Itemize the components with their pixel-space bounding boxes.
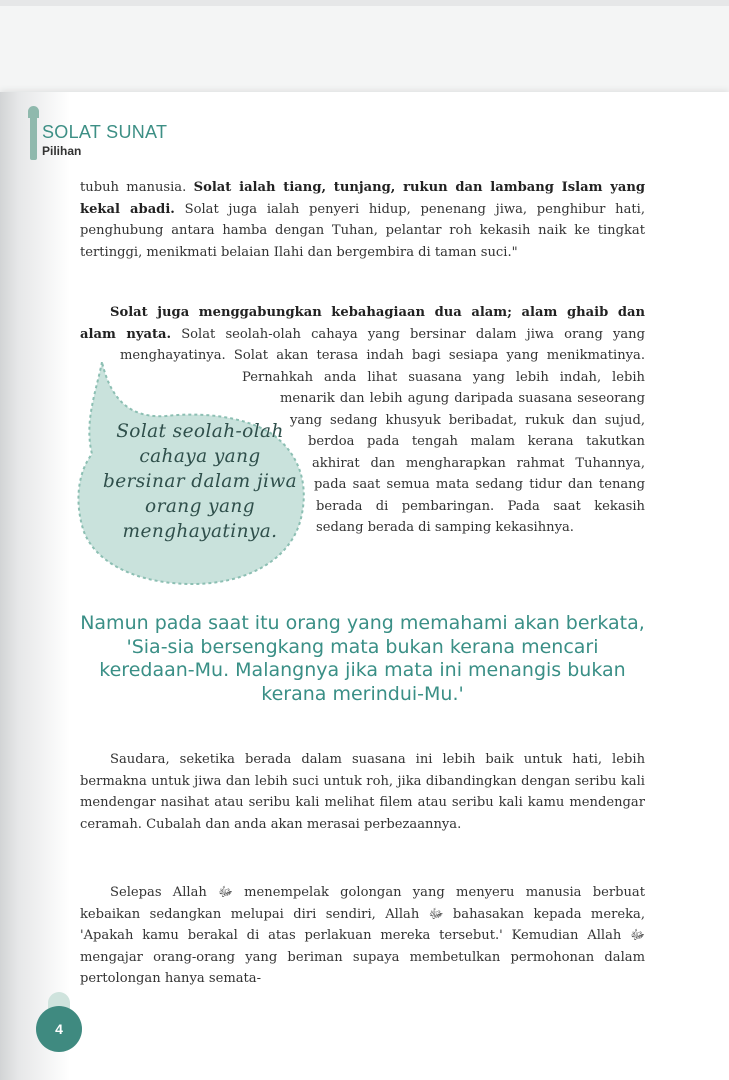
paragraph-1-text-a: tubuh manusia. — [80, 180, 194, 195]
paragraph-1 — [80, 177, 645, 263]
pull-quote: Namun pada saat itu orang yang memahami akan berkata, 'Sia-sia bersengkang mata bukan kerana mencari keredaan-Mu. Malangnya jika mata ini menangis bukan kerana merindui-Mu.' — [80, 612, 645, 705]
paragraph-2-text: Solat seolah-olah cahaya yang bersinar dalam jiwa orang yang menghayatinya. Solat akan terasa indah bagi sesiapa yang menikmatinya. Pernahkah anda lihat suasana yang lebih indah, lebih menarik dan lebih agung daripada suasana seseorang yang sedang khusyuk beribadat, rukuk dan sujud, berdoa pada tengah malam kerana takutkan akhirat dan mengharapkan rahmat Tuhannya, pada saat semua mata sedang tidur dan tenang berada di pembaringan. Pada saat kekasih sedang berada di samping kekasihnya. — [120, 326, 645, 535]
paragraph-1-bold: Solat ialah tiang, tunjang, rukun dan lambang Islam yang kekal abadi. — [80, 180, 646, 217]
callout-text: Solat seolah-olah cahaya yang bersinar dalam jiwa orang yang menghayatinya. — [102, 421, 298, 542]
header-tab-bar — [30, 112, 37, 160]
paragraph-2-bold: Solat juga menggabungkan kebahagiaan dua alam; alam ghaib dan alam nyata. — [80, 305, 645, 342]
top-bar — [0, 0, 729, 6]
paragraph-4: Selepas Allah ﷻ menempelak golongan yang menyeru manusia berbuat kebaikan sedangkan melupai diri sendiri, Allah ﷻ bahasakan kepada mereka, 'Apakah kamu berakal di atas perlakuan mereka tersebut.' Kemudian Allah ﷻ mengajar orang-orang yang beriman supaya membetulkan permohonan dalam pertolongan hanya semata- — [80, 885, 646, 986]
book-page — [0, 92, 729, 1080]
header-subtitle: Pilihan — [42, 144, 82, 158]
paragraph-1-text-b: Solat juga ialah penyeri hidup, penenang jiwa, penghibur hati, penghubung antara hamba dengan Tuhan, pelantar roh kekasih naik ke tingkat tertinggi, menikmati belaian Ilahi dan bergembira di taman suci." — [80, 201, 645, 260]
page-number-badge: 4 — [36, 1006, 82, 1052]
header-title: SOLAT SUNAT — [42, 122, 168, 142]
paragraph-3: Saudara, seketika berada dalam suasana ini lebih baik untuk hati, lebih bermakna untuk jiwa dan lebih suci untuk roh, jika dibandingkan dengan seribu kali mendengar nasihat atau seribu kali melihat filem atau seribu kali kamu mendengar ceramah. Cubalah dan anda akan merasai perbezaannya. — [80, 752, 645, 832]
